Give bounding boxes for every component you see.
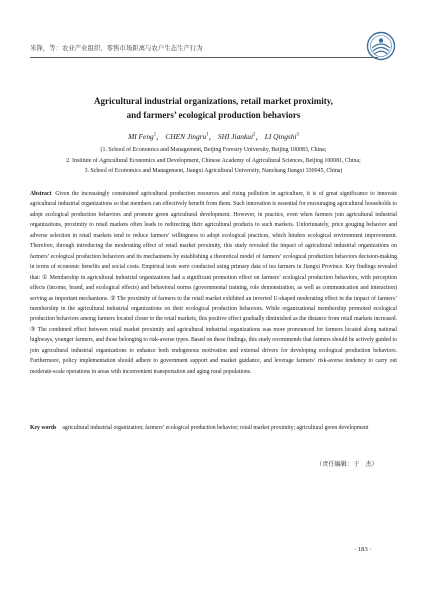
affiliation-1: (1. School of Economics and Management, Beijing Forestry University, Beijing 100083, China;	[100, 147, 327, 153]
keywords	[30, 423, 397, 433]
author-3: SHI Jiankui	[217, 132, 254, 141]
author-1: MI Feng	[128, 132, 154, 141]
author-2: CHEN Jingru	[165, 132, 207, 141]
author-4-aff: 3	[296, 132, 299, 138]
keywords-label: Key words	[30, 425, 57, 431]
author-separator: ，	[156, 132, 164, 141]
header-rule	[30, 57, 378, 58]
title-line-1: Agricultural industrial organizations, retail market proximity,	[94, 96, 333, 106]
author-1-aff: 1	[153, 132, 157, 138]
affiliation-3: 3. School of Economics and Management, Jiangxi Agricultural University, Nanchang Jiangxi 330045, China)	[84, 168, 343, 175]
title-line-2: and farmers’ ecological production behaviors	[126, 110, 301, 120]
paper-title	[30, 94, 397, 122]
author-2-aff: 1	[206, 132, 209, 138]
affiliations	[30, 145, 397, 177]
author-4: LI Qingshi	[264, 132, 297, 141]
editor-note: （责任编辑：于 杰）	[316, 461, 378, 468]
author-separator: ，	[255, 132, 263, 141]
keywords-text: agricultural industrial organization; farmers’ ecological production behavior; retail market proximity; agricultural green development	[62, 425, 369, 431]
affiliation-2: 2. Institute of Agricultural Economics and Development, Chinese Academy of Agricultural Sciences, Beijing 100081, China;	[66, 157, 361, 164]
abstract	[30, 189, 397, 377]
author-3-aff: 2	[253, 132, 256, 138]
author-separator: ，	[208, 132, 217, 141]
abstract-label: Abstract	[30, 191, 52, 197]
author-list	[30, 132, 397, 142]
running-header	[30, 42, 378, 56]
journal-logo	[366, 31, 396, 61]
running-title: 米锋，等：农业产业组织、零售市场距离与农户生态生产行为	[30, 45, 203, 52]
page-number: · 183 ·	[354, 546, 372, 553]
abstract-text: Given the increasingly constrained agricultural production resources and rising pollution in agriculture, it is of great significance to innovate agricultural industrial organizations so that members can effectively benefit from them. Such innovation is essential for encouraging agricultural households to adopt ecological production behaviors and promote green agricultural development. However, in practice, even when farmers join agricultural industrial organizations, proximity to retail markets often leads to redirecting their agricultural products to such markets. Unfortunately, price gouging behavior and adverse selection in retail markets tend to reduce farmers’ willingness to adopt ecological practices, which hinders ecological environment improvement. Therefore, through introducing the moderating effect of retail market proximity, this study revealed the impact of agricultural industrial organizations on farmers’ ecological production behaviors and its mechanisms by establishing a theoretical model of farmers’ ecological production behaviors decision-making in terms of economic benefits and social costs. Empirical tests were conducted using primary data of tea farmers in Jiangxi Province. Key findings revealed that: ① Membership in agricultural industrial organizations had a significant promotion effect on farmers’ ecological production behaviors, with perception effects (income, brand, and ecological effects) and behavioral norms (governmental training, role demonstration, as well as communication and interaction) serving as important mechanisms. ② The proximity of farmers to the retail market exhibited an inverted U-shaped moderating effect in the impact of farmers’ membership in the agricultural industrial organizations on their ecological production behaviors. While organizational membership promoted ecological production behaviors among farmers located closer to the retail markets, this positive effect gradually diminished as the distance from retail markets increased. ③ The combined effect between retail market proximity and agricultural industrial organizations was more pronounced for farmers located along national highways, younger farmers, and those belonging to risk-averse types. Based on these findings, this study recommends that farmers should be actively guided to join agricultural industrial organizations to enhance both endogenous motivation and external drivers for developing ecological production behaviors. Furthermore, policy implementation should adhere to government support and market guidance, and leverage farmers’ risk-averse tendency to carry out moderate-scale operations in areas with inconvenient transportation and aging rural populations.	[30, 191, 397, 375]
